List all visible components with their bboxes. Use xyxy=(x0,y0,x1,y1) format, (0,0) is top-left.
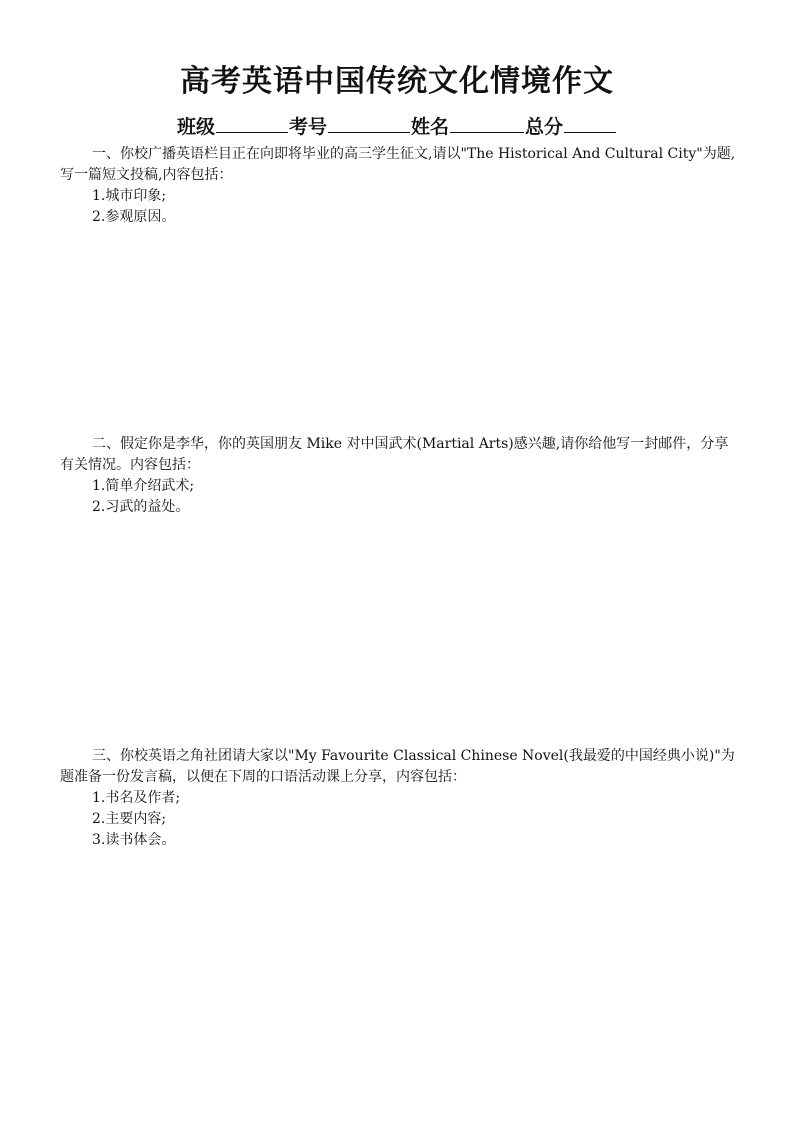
name-label: 姓名 xyxy=(411,116,450,138)
page-title: 高考英语中国传统文化情境作文 xyxy=(180,64,614,99)
question-prompt: 三、你校英语之角社团请大家以"My Favourite Classical Chinese Novel(我最爱的中国经典小说)"为题准备一份发言稿，以便在下周的口语活动课上分享，内容包括： xyxy=(60,748,735,785)
question-item: 2.主要内容; xyxy=(92,811,167,827)
question-3 xyxy=(60,746,736,851)
question-prompt: 二、假定你是李华，你的英国朋友 Mike 对中国武术(Martial Arts)感兴趣,请你给他写一封邮件，分享有关情况。内容包括： xyxy=(60,436,729,473)
student-info-line xyxy=(0,112,794,140)
class-label: 班级 xyxy=(176,116,215,138)
score-label: 总分 xyxy=(525,116,564,138)
question-prompt: 一、你校广播英语栏目正在向即将毕业的高三学生征文,请以"The Historical And Cultural City"为题,写一篇短文投稿,内容包括： xyxy=(60,146,736,183)
question-item: 1.书名及作者; xyxy=(92,790,181,806)
question-item: 1.简单介绍武术; xyxy=(92,478,195,494)
question-2 xyxy=(60,434,736,518)
score-blank xyxy=(564,112,616,133)
class-blank xyxy=(216,112,288,133)
name-blank xyxy=(450,112,524,133)
exam-number-blank xyxy=(328,112,410,133)
question-item: 2.参观原因。 xyxy=(92,209,176,225)
question-item: 3.读书体会。 xyxy=(92,832,176,848)
exam-number-label: 考号 xyxy=(288,116,327,138)
question-1 xyxy=(60,144,736,228)
question-item: 2.习武的益处。 xyxy=(92,499,190,515)
question-item: 1.城市印象; xyxy=(92,188,167,204)
